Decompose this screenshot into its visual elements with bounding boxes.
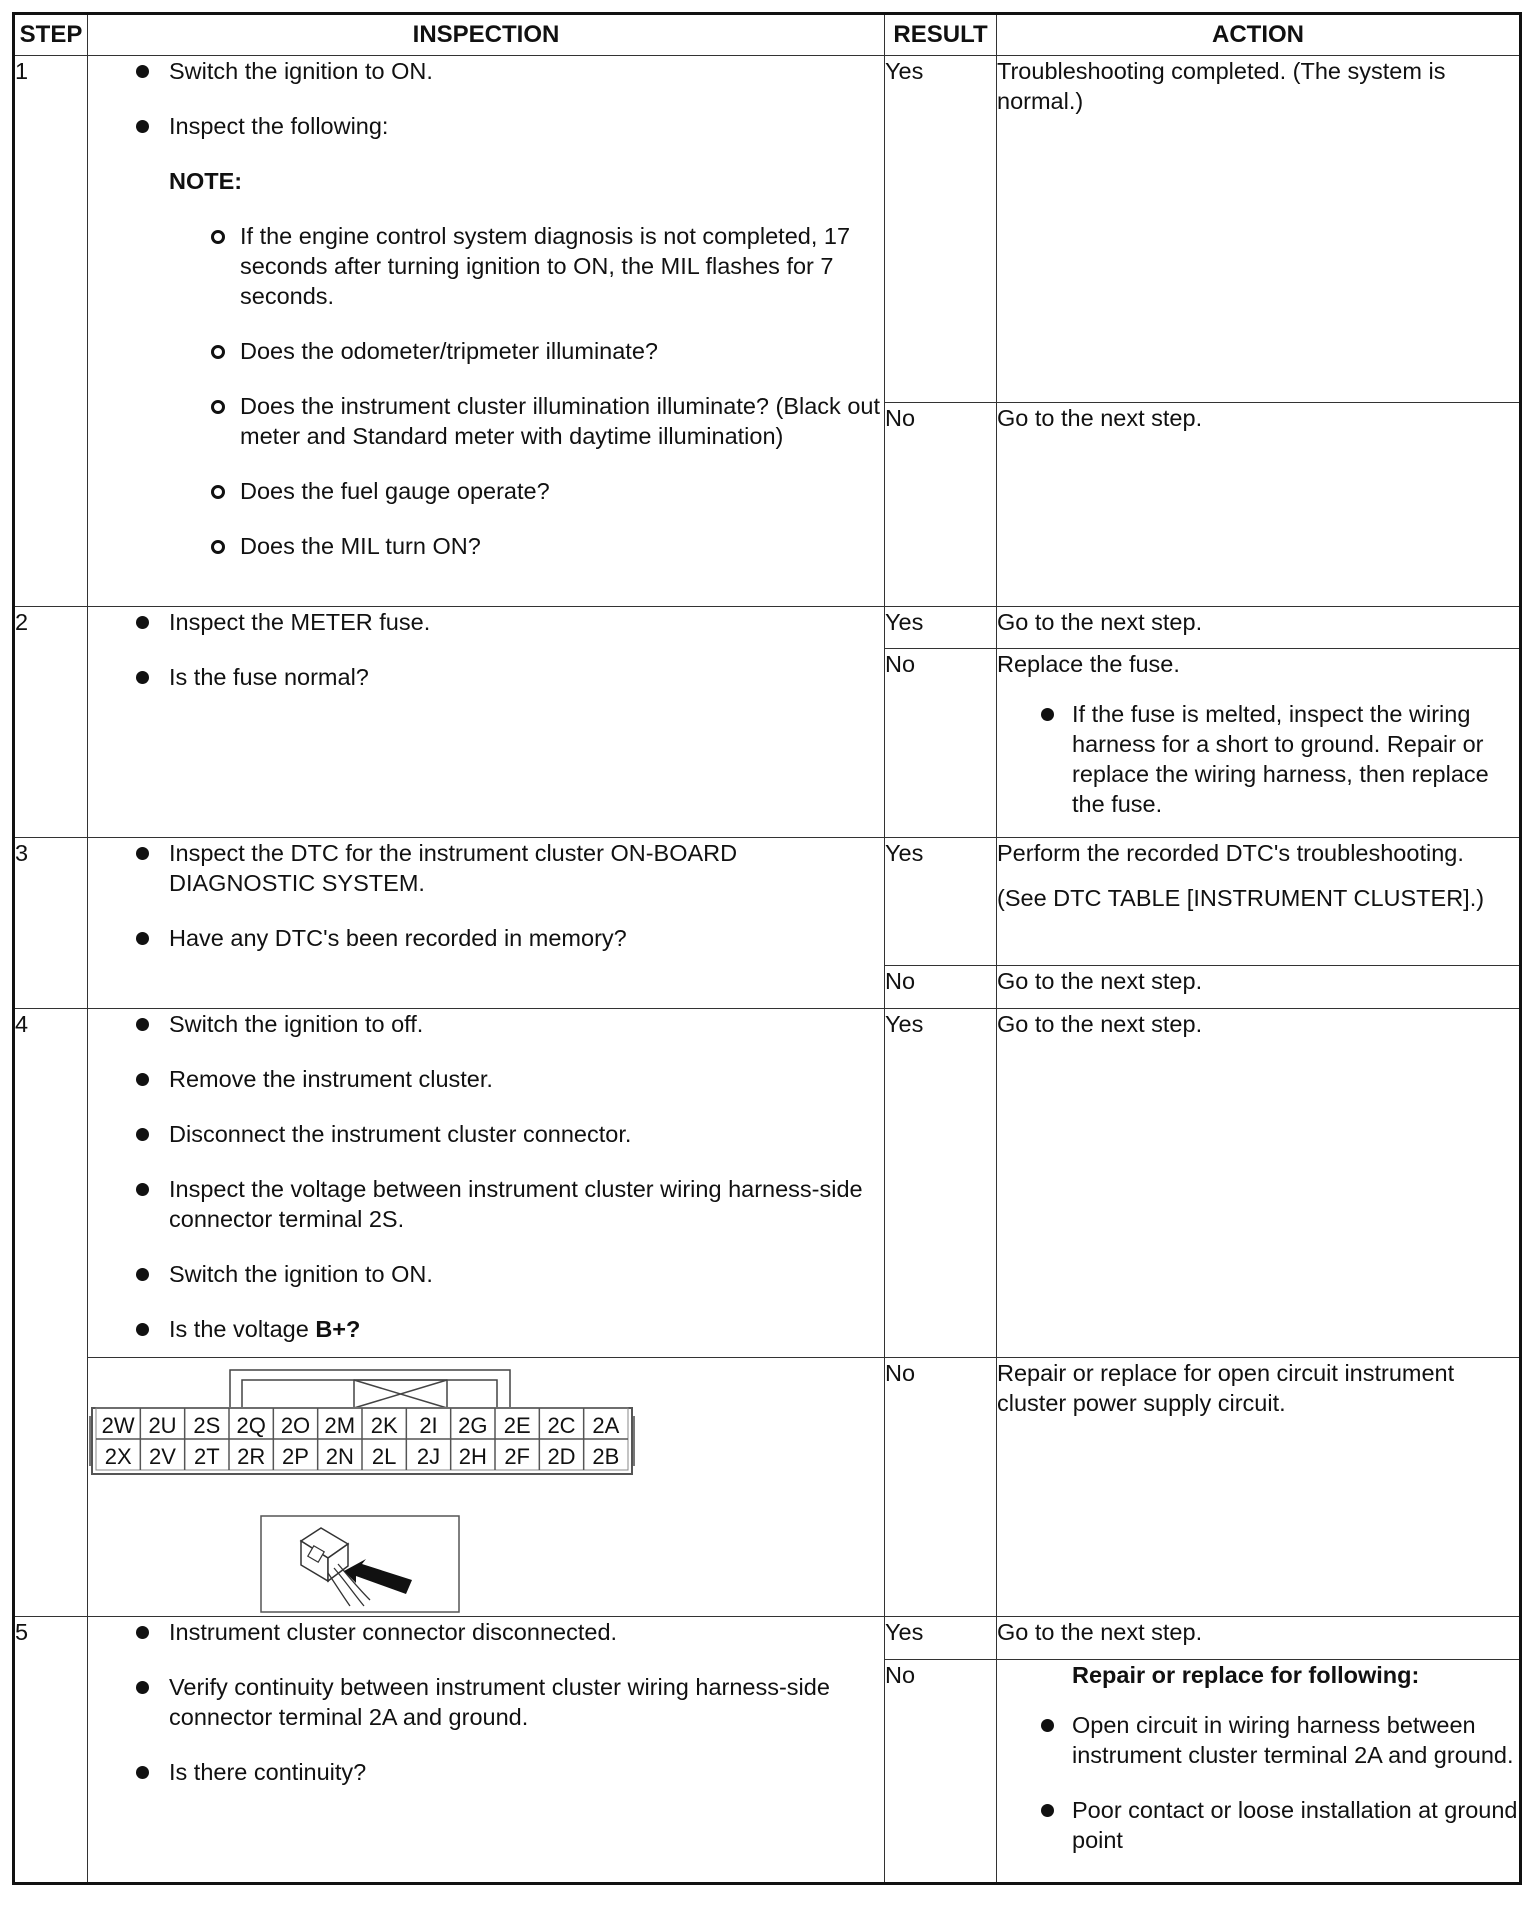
action-text: Go to the next step. xyxy=(997,966,1521,1009)
terminal-label: 2R xyxy=(237,1444,266,1469)
terminal-label: 2J xyxy=(416,1444,441,1469)
terminal-label: 2O xyxy=(280,1413,311,1438)
result-no: No xyxy=(885,1358,997,1617)
list-item: Is the fuse normal? xyxy=(135,662,884,692)
result-no: No xyxy=(885,1660,997,1884)
header-inspection: INSPECTION xyxy=(88,14,885,56)
list-item: Switch the ignition to ON. xyxy=(135,1259,884,1289)
note-label: NOTE: xyxy=(169,168,243,194)
connector-diagram-svg xyxy=(88,1358,885,1613)
list-item: Instrument cluster connector disconnected. xyxy=(135,1617,884,1647)
result-no: No xyxy=(885,966,997,1009)
voltage-value: B+? xyxy=(315,1316,361,1342)
result-yes: Yes xyxy=(885,838,997,966)
header-result: RESULT xyxy=(885,14,997,56)
result-yes: Yes xyxy=(885,1009,997,1358)
list-item: Open circuit in wiring harness between instrument cluster terminal 2A and ground. xyxy=(1040,1710,1519,1770)
list-item: Does the MIL turn ON? xyxy=(209,531,884,561)
step-2-row-yes xyxy=(14,607,1521,649)
list-item: Inspect the following: xyxy=(135,111,884,141)
step-4-inspection xyxy=(88,1009,885,1358)
list-item: Is there continuity? xyxy=(135,1757,884,1787)
list-item: Does the odometer/tripmeter illuminate? xyxy=(209,336,884,366)
step-number: 3 xyxy=(14,838,88,1009)
terminal-label: 2I xyxy=(419,1413,438,1438)
terminal-label: 2C xyxy=(547,1413,576,1438)
connector-diagram-cell xyxy=(88,1358,885,1617)
step-number: 1 xyxy=(14,56,88,607)
list-item: If the engine control system diagnosis is not completed, 17 seconds after turning ignition to ON, the MIL flashes for 7 seconds. xyxy=(209,221,884,311)
step-2-inspection xyxy=(88,607,885,838)
list-item: Remove the instrument cluster. xyxy=(135,1064,884,1094)
action-text: Go to the next step. xyxy=(997,1617,1521,1660)
troubleshooting-sheet xyxy=(12,12,1522,1885)
header-step: STEP xyxy=(14,14,88,56)
list-item: Does the fuel gauge operate? xyxy=(209,476,884,506)
step-1-row-yes xyxy=(14,56,1521,403)
result-yes: Yes xyxy=(885,1617,997,1660)
terminal-label: 2S xyxy=(193,1413,221,1438)
step-4-row-no xyxy=(14,1358,1521,1617)
terminal-label: 2P xyxy=(282,1444,309,1469)
terminal-label: 2N xyxy=(325,1444,354,1469)
terminal-label: 2W xyxy=(101,1413,135,1438)
action-text: Go to the next step. xyxy=(997,403,1521,607)
step-number: 5 xyxy=(14,1617,88,1884)
voltage-question: Is the voltage xyxy=(169,1316,316,1342)
inspection-table xyxy=(12,12,1522,1885)
step-number: 2 xyxy=(14,607,88,838)
terminal-label: 2A xyxy=(592,1413,620,1438)
list-item: Disconnect the instrument cluster connector. xyxy=(135,1119,884,1149)
list-item xyxy=(135,1314,884,1344)
terminal-label: 2F xyxy=(504,1444,531,1469)
step-5-action-no xyxy=(997,1660,1521,1884)
list-item: Have any DTC's been recorded in memory? xyxy=(135,923,884,953)
list-item: Does the instrument cluster illumination illuminate? (Black out meter and Standard meter with daytime illumination) xyxy=(209,391,884,451)
wire-outline xyxy=(230,1370,510,1408)
result-no: No xyxy=(885,649,997,838)
step-5-inspection xyxy=(88,1617,885,1884)
step-2-action-no xyxy=(997,649,1521,838)
dtc-table-reference: (See DTC TABLE [INSTRUMENT CLUSTER].) xyxy=(997,885,1485,911)
action-text: Go to the next step. xyxy=(997,607,1521,649)
terminal-label: 2X xyxy=(104,1444,132,1469)
list-item: Poor contact or loose installation at ground point xyxy=(1040,1795,1519,1855)
list-item: Inspect the voltage between instrument cluster wiring harness-side connector terminal 2S. xyxy=(135,1174,884,1234)
list-item: Inspect the DTC for the instrument cluster ON-BOARD DIAGNOSTIC SYSTEM. xyxy=(135,838,884,898)
result-yes: Yes xyxy=(885,56,997,403)
terminal-label: 2Q xyxy=(236,1413,266,1438)
action-text: Troubleshooting completed. (The system is normal.) xyxy=(997,56,1521,403)
terminal-label: 2D xyxy=(547,1444,576,1469)
header-row xyxy=(14,14,1521,56)
repair-heading: Repair or replace for following: xyxy=(1072,1662,1420,1688)
result-no: No xyxy=(885,403,997,607)
result-yes: Yes xyxy=(885,607,997,649)
terminal-label: 2B xyxy=(592,1444,620,1469)
terminal-label: 2V xyxy=(149,1444,176,1469)
list-item: If the fuse is melted, inspect the wiring harness for a short to ground. Repair or replace the wiring harness, then replace the fuse. xyxy=(1040,699,1519,819)
terminal-label: 2K xyxy=(370,1413,398,1438)
list-item: Verify continuity between instrument cluster wiring harness-side connector terminal 2A and ground. xyxy=(135,1672,884,1732)
step-5-row-yes xyxy=(14,1617,1521,1660)
action-text: Replace the fuse. xyxy=(997,651,1180,677)
action-text: Perform the recorded DTC's troubleshooting. xyxy=(997,840,1464,866)
terminal-label: 2M xyxy=(324,1413,356,1438)
action-text: Go to the next step. xyxy=(997,1009,1521,1358)
step-4-row-yes xyxy=(14,1009,1521,1358)
list-item: Inspect the METER fuse. xyxy=(135,607,884,637)
step-1-inspection xyxy=(88,56,885,607)
terminal-label: 2G xyxy=(458,1413,488,1438)
terminal-label: 2E xyxy=(503,1413,531,1438)
connector-diagram xyxy=(88,1358,884,1613)
terminal-label: 2H xyxy=(458,1444,487,1469)
terminal-label: 2T xyxy=(193,1444,220,1469)
step-3-row-yes xyxy=(14,838,1521,966)
step-number: 4 xyxy=(14,1009,88,1617)
action-text: Repair or replace for open circuit instrument cluster power supply circuit. xyxy=(997,1358,1521,1617)
terminal-label: 2L xyxy=(371,1444,397,1469)
terminal-label: 2U xyxy=(148,1413,177,1438)
list-item: Switch the ignition to ON. xyxy=(135,56,884,86)
header-action: ACTION xyxy=(997,14,1521,56)
list-item: Switch the ignition to off. xyxy=(135,1009,884,1039)
step-3-action-yes xyxy=(997,838,1521,966)
step-3-inspection xyxy=(88,838,885,1009)
